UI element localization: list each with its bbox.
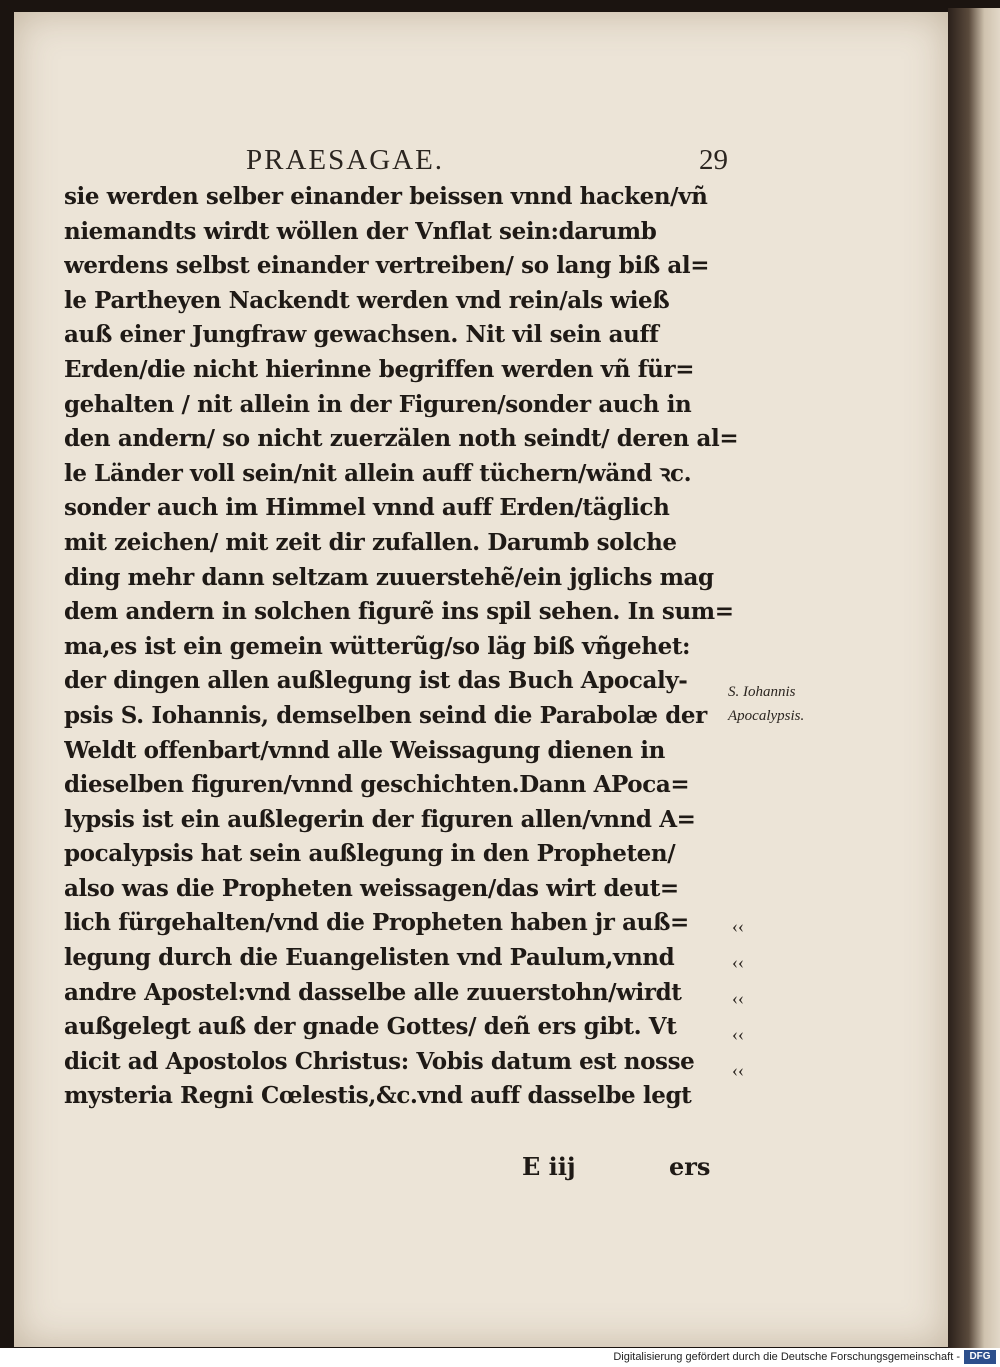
text-line: Weldt offenbart/vnnd alle Weissagung dienen in: [64, 736, 665, 764]
running-head-title: PRAESAGAE.: [246, 144, 445, 176]
text-line: sie werden selber einander beissen vnnd hacken/vñ: [64, 183, 708, 210]
quote-mark: ‹‹: [732, 988, 744, 1008]
marginal-note: [728, 680, 838, 728]
text-line: sonder auch im Himmel vnnd auff Erden/täglich: [64, 494, 670, 522]
text-line: Erden/die nicht hierinne begriffen werden vñ für=: [64, 355, 695, 383]
text-line: dicit ad Apostolos Christus: Vobis datum est nosse: [64, 1047, 695, 1075]
text-line: außgelegt auß der gnade Gottes/ deñ ers gibt. Vt: [64, 1013, 677, 1041]
marginal-quote-marks: [732, 908, 772, 1088]
text-line: ma,es ist ein gemein wütterũg/so läg biß vñgehet:: [64, 632, 691, 660]
running-head: [14, 142, 948, 182]
text-line: ding mehr dann seltzam zuuerstehẽ/ein jglichs mag: [64, 563, 714, 591]
marginal-note-line: Apocalypsis.: [728, 708, 805, 724]
text-line: le Länder voll sein/nit allein auff tüchern/wänd ꝛc.: [64, 459, 692, 487]
signature-mark: E iij: [522, 1152, 576, 1181]
text-line: mit zeichen/ mit zeit dir zufallen. Darumb solche: [64, 528, 677, 556]
text-line: niemandts wirdt wöllen der Vnflat sein:darumb: [64, 217, 657, 245]
catchword: ers: [669, 1152, 711, 1181]
marginal-note-line: S. Iohannis: [728, 684, 796, 700]
text-line: gehalten / nit allein in der Figuren/sonder auch in: [64, 390, 692, 418]
text-line: andre Apostel:vnd dasselbe alle zuuerstohn/wirdt: [64, 978, 682, 1006]
text-line: auß einer Jungfraw gewachsen. Nit vil sein auff: [64, 321, 659, 349]
text-line: pocalypsis hat sein außlegung in den Propheten/: [64, 840, 676, 868]
text-line: also was die Propheten weissagen/das wirt deut=: [64, 874, 679, 902]
page-number: 29: [699, 144, 728, 176]
quote-mark: ‹‹: [732, 952, 744, 972]
dfg-logo-icon: DFG: [964, 1350, 996, 1364]
text-line: den andern/ so nicht zuerzälen noth seindt/ deren al=: [64, 425, 739, 453]
quote-mark: ‹‹: [732, 1024, 744, 1044]
text-line: mysteria Regni Cœlestis,&c.vnd auff dasselbe legt: [64, 1082, 692, 1110]
footer-bar: [0, 1348, 1000, 1367]
body-text: [64, 180, 744, 1114]
quote-mark: ‹‹: [732, 1060, 744, 1080]
book-page: [14, 12, 948, 1347]
text-line: dieselben figuren/vnnd geschichten.Dann APoca=: [64, 771, 690, 799]
text-line: le Partheyen Nackendt werden vnd rein/als wieß: [64, 286, 670, 314]
text-line: legung durch die Euangelisten vnd Paulum,vnnd: [64, 944, 675, 972]
text-line: psis S. Iohannis, demselben seind die Parabolæ der: [64, 701, 707, 729]
text-line: der dingen allen außlegung ist das Buch Apocaly-: [64, 667, 688, 695]
text-line: dem andern in solchen figurẽ ins spil sehen. In sum=: [64, 598, 734, 626]
text-line: lich fürgehalten/vnd die Propheten haben jr auß=: [64, 909, 689, 937]
footer-credit: Digitalisierung gefördert durch die Deutsche Forschungsgemeinschaft -: [613, 1351, 960, 1363]
text-line: lypsis ist ein außlegerin der figuren allen/vnnd A=: [64, 805, 696, 833]
text-line: werdens selbst einander vertreiben/ so lang biß al=: [64, 252, 710, 280]
catchline: [14, 1152, 948, 1192]
quote-mark: ‹‹: [732, 916, 744, 936]
book-fore-edge: [948, 8, 1000, 1351]
